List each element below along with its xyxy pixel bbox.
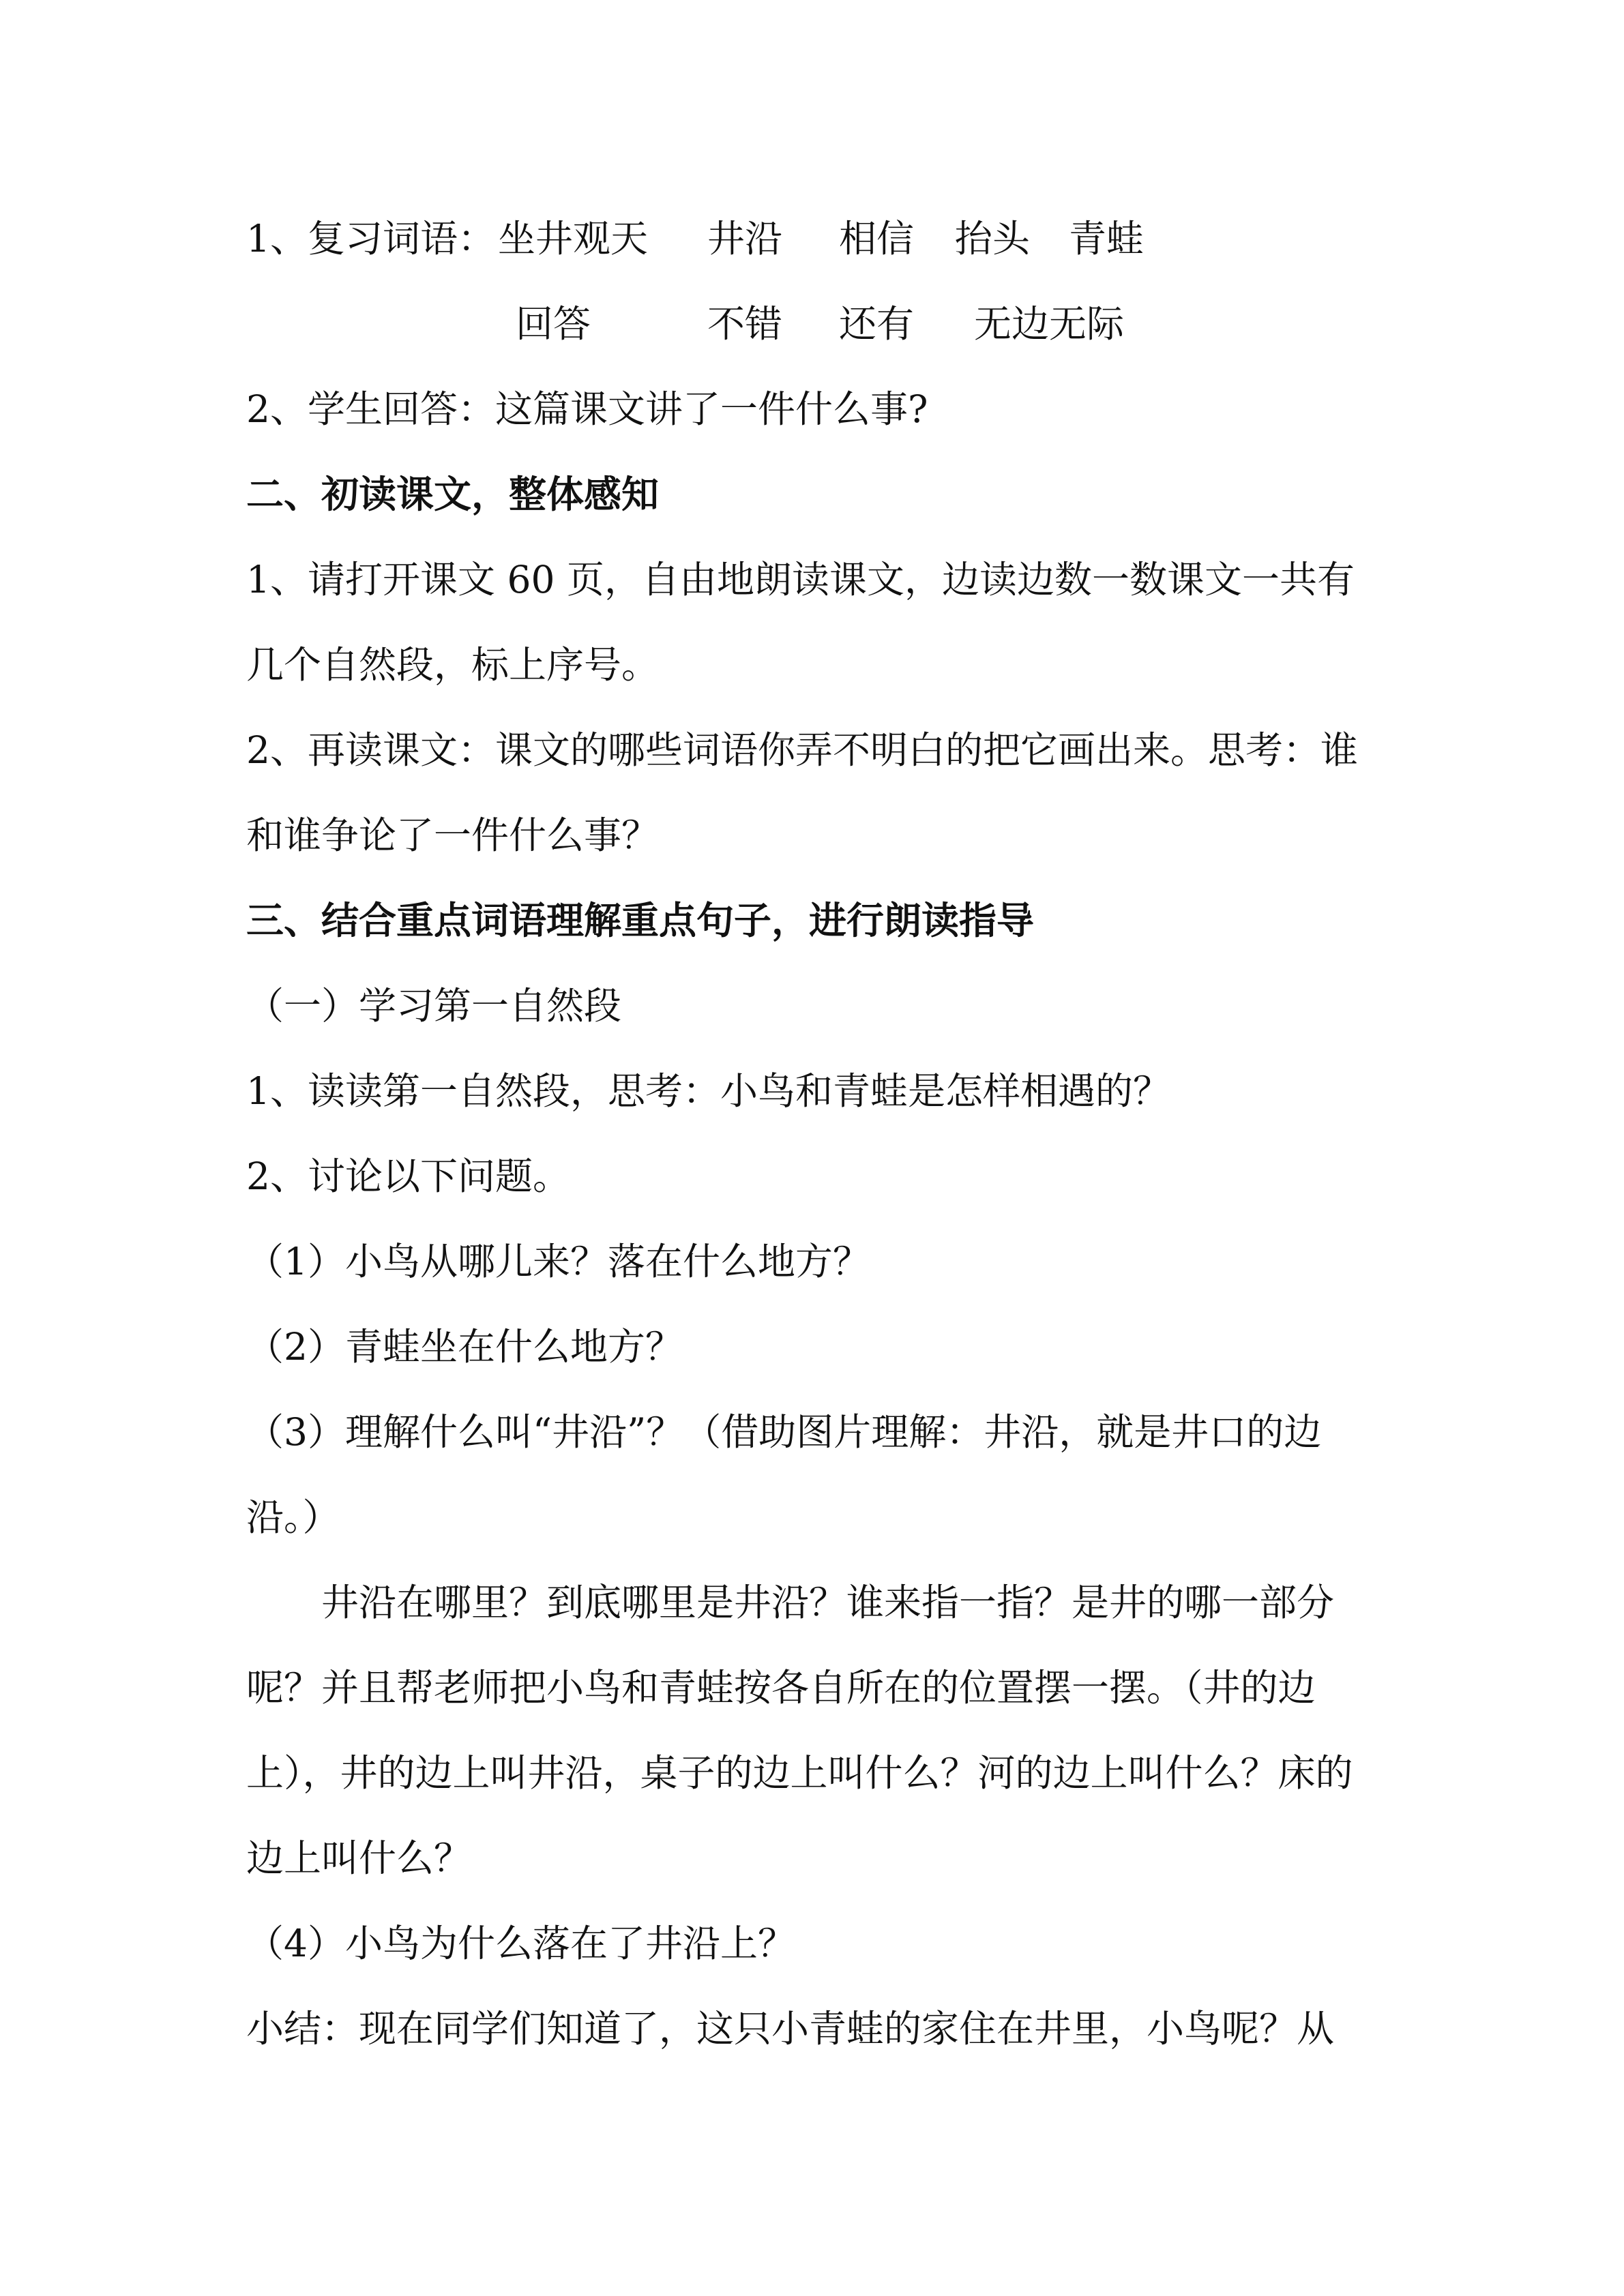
summary-question: 2、学生回答：这篇课文讲了一件什么事? [246, 387, 928, 431]
review-label: 1、复习词语： [246, 217, 495, 260]
review-word: 还有 [839, 302, 915, 346]
review-word: 青蛙 [1069, 217, 1145, 260]
section-heading-2: 二、初读课文，整体感知 [246, 473, 660, 516]
paragraph-line: 井沿在哪里？到底哪里是井沿？谁来指一指？是井的哪一部分 [321, 1581, 1335, 1624]
review-word: 抬头 [955, 217, 1031, 260]
review-word: 不错 [707, 302, 783, 346]
review-words-row-2 [0, 282, 1624, 367]
paragraph-line: （4）小鸟为什么落在了井沿上？ [246, 1922, 795, 1965]
paragraph-line: （2）青蛙坐在什么地方？ [246, 1325, 683, 1369]
subsection-heading: （一）学习第一自然段 [246, 984, 622, 1028]
section-heading-3: 三、结合重点词语理解重点句子，进行朗读指导 [246, 899, 1035, 942]
paragraph-line: 2、讨论以下问题。 [246, 1154, 570, 1198]
paragraph-line: 小结：现在同学们知道了，这只小青蛙的家住在井里，小鸟呢？从 [246, 2007, 1335, 2051]
paragraph-line: 和谁争论了一件什么事？ [246, 814, 660, 857]
review-word: 相信 [839, 217, 915, 260]
review-words-row-1 [0, 196, 1624, 282]
paragraph-line: 上），井的边上叫井沿，桌子的边上叫什么？河的边上叫什么？床的 [246, 1751, 1353, 1795]
paragraph-line: （1）小鸟从哪儿来？落在什么地方？ [246, 1240, 870, 1283]
review-word: 坐井观天 [498, 217, 649, 260]
review-word: 井沿 [707, 217, 783, 260]
paragraph-line: 几个自然段，标上序号。 [246, 643, 660, 687]
paragraph-line: 1、请打开课文 60 页，自由地朗读课文，边读边数一数课文一共有 [246, 558, 1355, 601]
paragraph-line: 呢？并且帮老师把小鸟和青蛙按各自所在的位置摆一摆。（井的边 [246, 1666, 1316, 1710]
paragraph-line: 2、再读课文：课文的哪些词语你弄不明白的把它画出来。思考：谁 [246, 728, 1358, 772]
review-word: 无边无际 [974, 302, 1125, 346]
paragraph-line: 1、读读第一自然段，思考：小鸟和青蛙是怎样相遇的？ [246, 1069, 1170, 1113]
paragraph-line: 边上叫什么？ [246, 1836, 472, 1880]
paragraph-line: 沿。） [246, 1495, 340, 1539]
review-word: 回答 [516, 302, 591, 346]
paragraph-line: （3）理解什么叫“井沿”？（借助图片理解：井沿，就是井口的边 [246, 1410, 1322, 1454]
